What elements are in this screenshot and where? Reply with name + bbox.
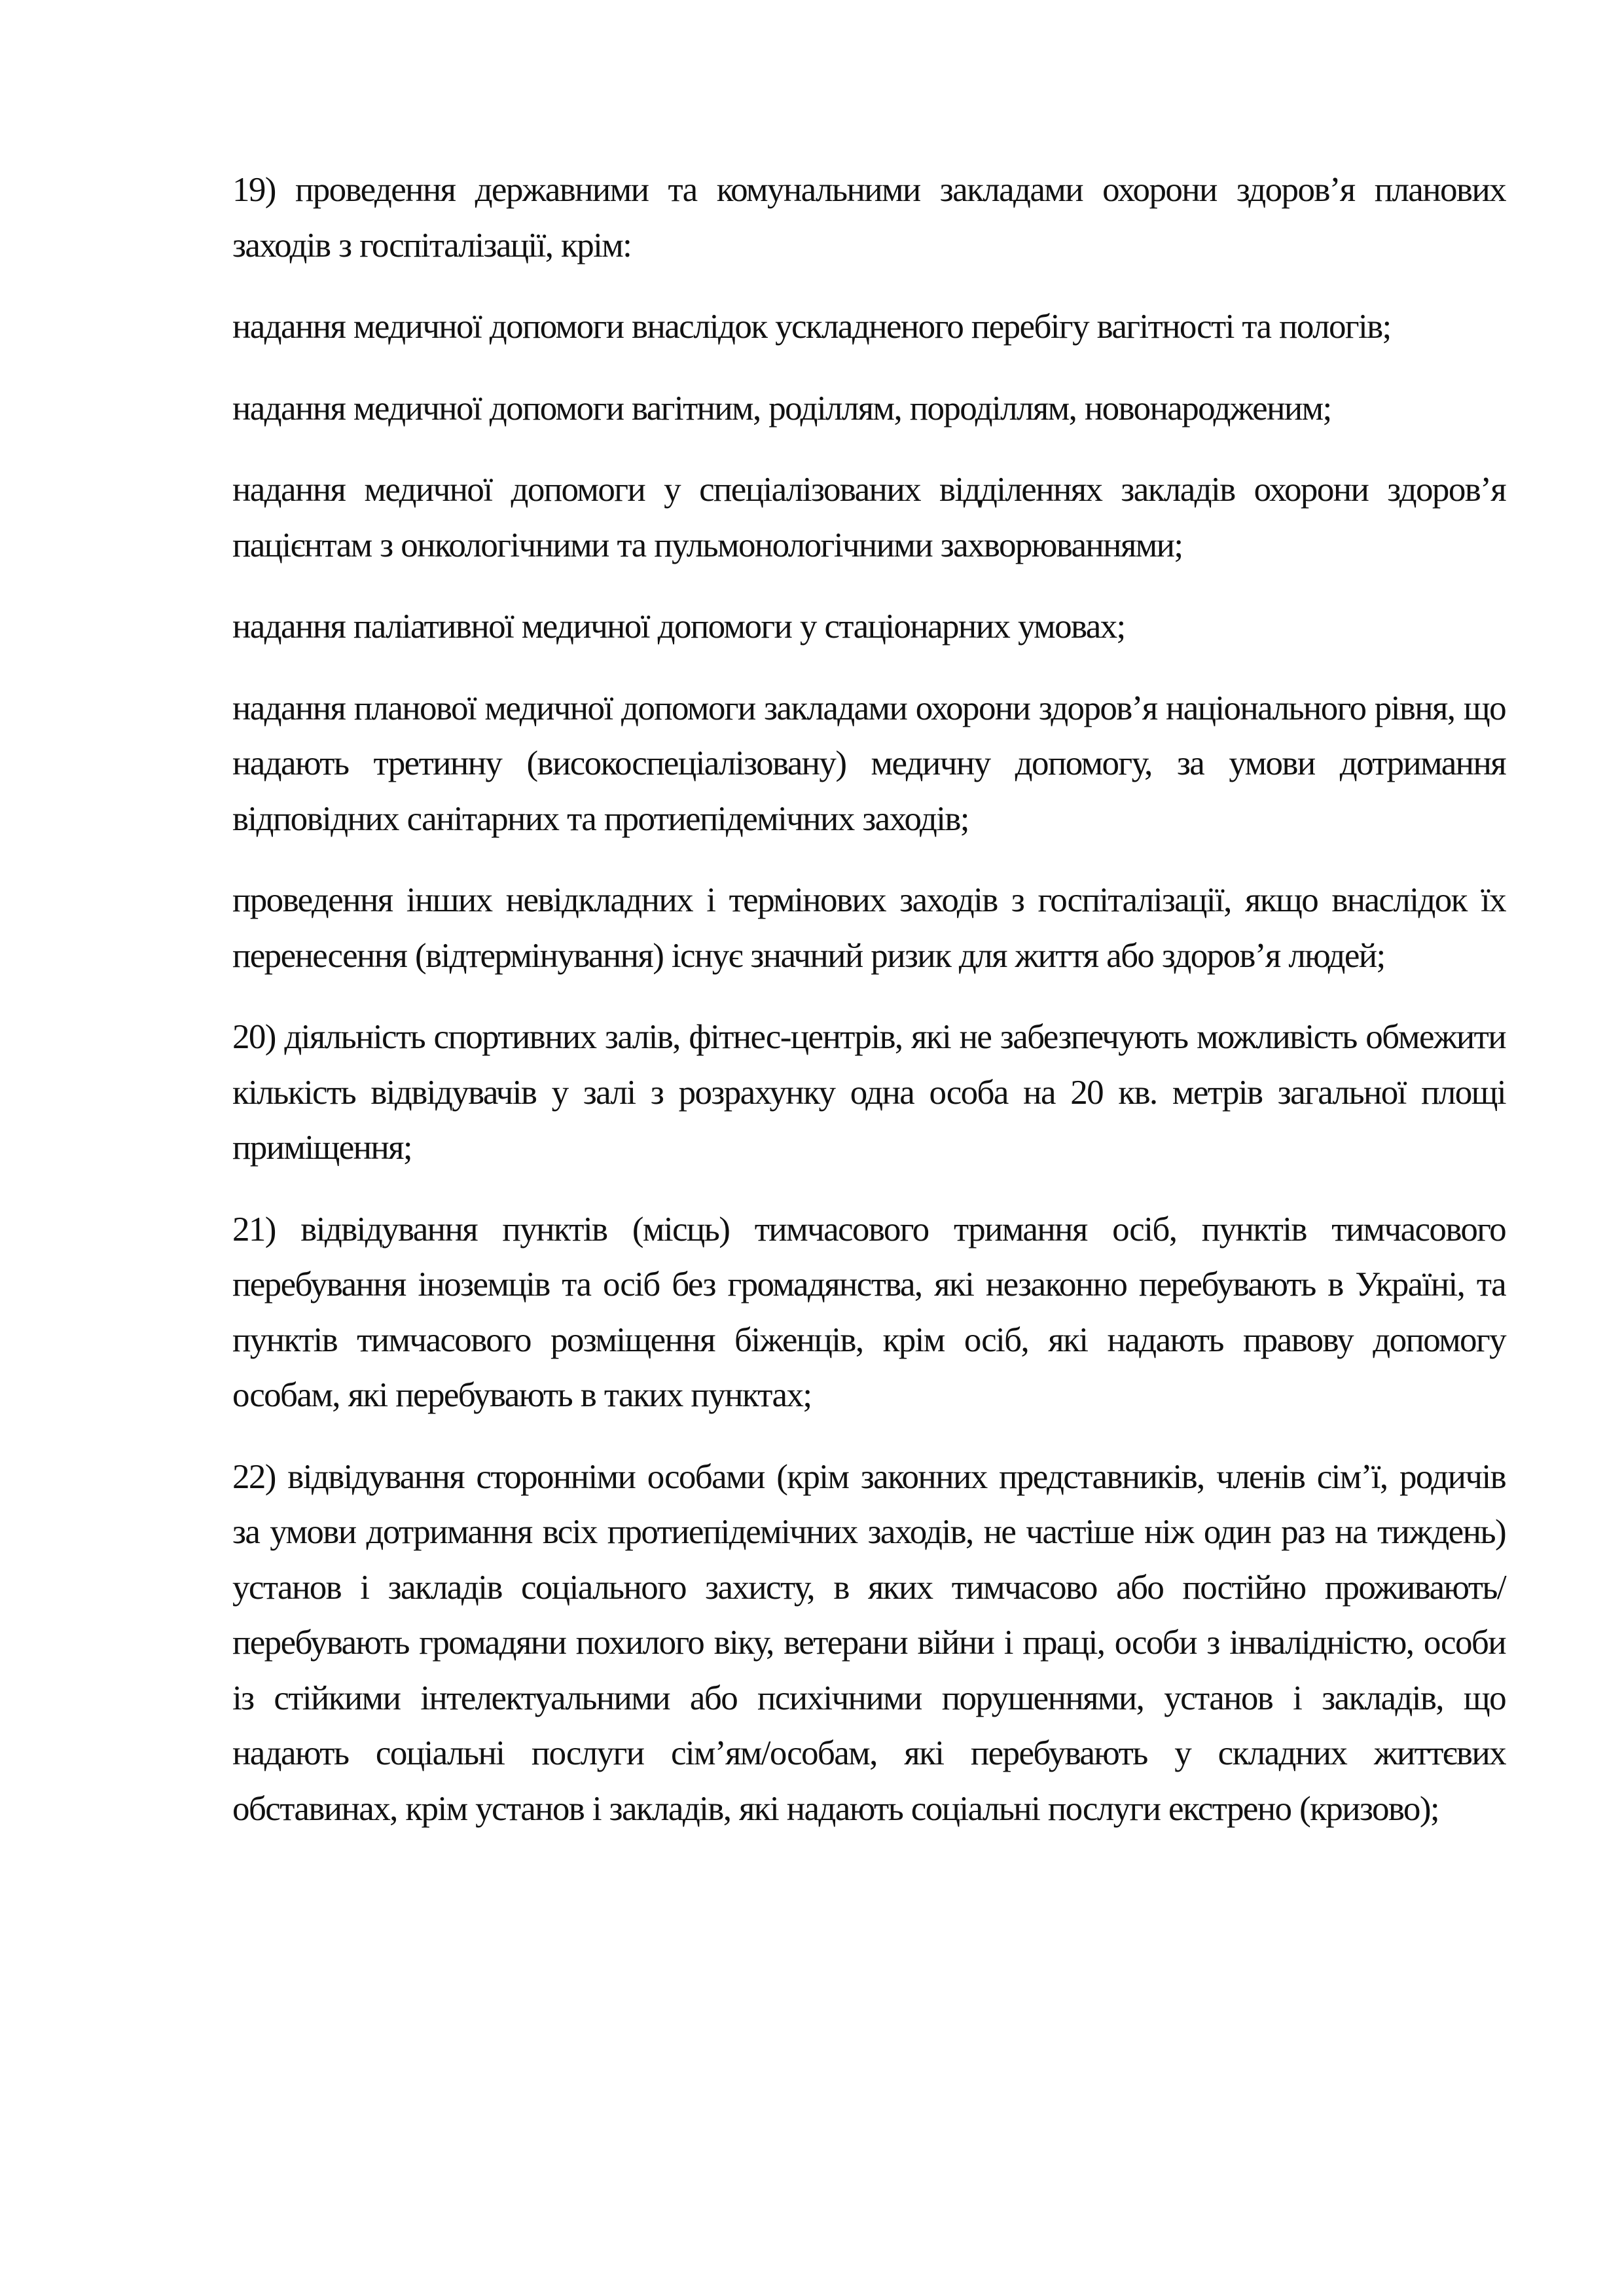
paragraph-item-22: 22) відвідування сторонніми особами (крім законних представників, членів сім’ї, родичів за умови дотримання всіх протиепідемічних заходів, не частіше ніж один раз на тиждень) установ і закладів соціального захисту, в яких тимчасово або постійно проживають/перебувають громадяни похилого віку, ветерани війни і праці, особи з інвалідністю, особи із стійкими інтелектуальними або психічними порушеннями, установ і закладів, що надають соціальні послуги сім’ям/особам, які перебувають у складних життєвих обставинах, крім установ і закладів, які надають соціальні послуги екстрено (кризово); [232, 1457, 1506, 1828]
paragraph-item-19-exception-pregnant-newborn: надання медичної допомоги вагітним, роділлям, породіллям, новонародженим; [232, 389, 1331, 428]
paragraph-item-21: 21) відвідування пунктів (місць) тимчасового тримання осіб, пунктів тимчасового перебування іноземців та осіб без громадянства, які незаконно перебувають в Україні, та пунктів тимчасового розміщення біженців, крім осіб, які надають правову допомогу особам, які перебувають в таких пунктах; [232, 1210, 1506, 1414]
paragraph-item-20: 20) діяльність спортивних залів, фітнес-центрів, які не забезпечують можливість обмежити кількість відвідувачів у залі з розрахунку одна особа на 20 кв. метрів загальної площі приміщення; [232, 1018, 1506, 1167]
paragraph-item-19-exception-urgent-hospitalization: проведення інших невідкладних і термінових заходів з госпіталізації, якщо внаслідок їх перенесення (відтермінування) існує значний ризик для життя або здоров’я людей; [232, 881, 1506, 975]
paragraph-item-19-exception-palliative: надання паліативної медичної допомоги у стаціонарних умовах; [232, 608, 1125, 646]
paragraph-item-19-exception-oncology-pulmonology: надання медичної допомоги у спеціалізованих відділеннях закладів охорони здоров’я пацієнтам з онкологічними та пульмонологічними захворюваннями; [232, 471, 1506, 564]
document-page [232, 162, 1506, 1863]
paragraph-item-19-exception-tertiary-care: надання планової медичної допомоги закладами охорони здоров’я національного рівня, що надають третинну (високоспеціалізовану) медичну допомогу, за умови дотримання відповідних санітарних та протиепідемічних заходів; [232, 689, 1506, 838]
paragraph-item-19: 19) проведення державними та комунальними закладами охорони здоров’я планових заходів з госпіталізації, крім: [232, 171, 1506, 264]
paragraph-item-19-exception-complicated-pregnancy: надання медичної допомоги внаслідок ускладненого перебігу вагітності та пологів; [232, 308, 1391, 346]
